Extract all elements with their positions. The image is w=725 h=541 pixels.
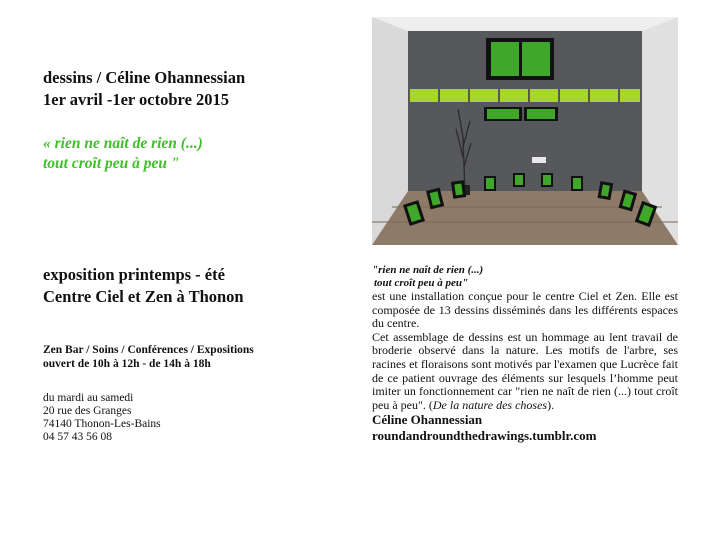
services-list: Zen Bar / Soins / Conférences / Expositions xyxy=(43,344,254,356)
description-quote-2: tout croît peu à peu" xyxy=(374,277,469,289)
photo-lime-stripe xyxy=(410,89,640,102)
quote-line-1: « rien ne naît de rien (...) xyxy=(43,135,203,152)
description-block xyxy=(372,264,678,444)
exposition-season: exposition printemps - été xyxy=(43,265,225,284)
quote-block xyxy=(43,134,203,174)
title-artist: dessins / Céline Ohannessian xyxy=(43,68,246,87)
phone-number: 04 57 43 56 08 xyxy=(43,431,112,443)
opening-days: du mardi au samedi xyxy=(43,392,134,404)
address-street: 20 rue des Granges xyxy=(43,405,132,417)
address-city: 74140 Thonon-Les-Bains xyxy=(43,418,161,430)
installation-photo xyxy=(372,17,678,245)
quote-line-2: tout croît peu à peu " xyxy=(43,155,180,172)
photo-ceiling xyxy=(372,17,678,31)
exposition-block xyxy=(43,264,244,308)
author-name: Céline Ohannessian xyxy=(372,412,483,428)
description-quote-1: "rien ne naît de rien (...) xyxy=(372,264,484,276)
description-paragraph-2: Cet assemblage de dessins est un hommage au lent travail de broderie observé dans la nature. Les motifs de l'arbre, ses racines et floraisons sont motivés par l'examen que Lucrèce fait de ce patient ouvrage des éléments sur lesquels l’homme peut imiter un fonctionnement car "rien ne naît de rien (...) tout croît peu à peu". (De la nature des choses). xyxy=(372,329,678,412)
website-link[interactable]: roundandroundthedrawings.tumblr.com xyxy=(372,428,597,444)
title-dates: 1er avril -1er octobre 2015 xyxy=(43,90,230,109)
opening-hours: ouvert de 10h à 12h - de 14h à 18h xyxy=(43,358,211,370)
services-block xyxy=(43,343,254,371)
description-paragraph-1: est une installation conçue pour le centre Ciel et Zen. Elle est composée de 13 dessins disséminés dans les différents espaces du centre. xyxy=(372,289,678,331)
title-block xyxy=(43,67,245,111)
address-block xyxy=(43,392,161,444)
exposition-venue: Centre Ciel et Zen à Thonon xyxy=(43,287,244,306)
